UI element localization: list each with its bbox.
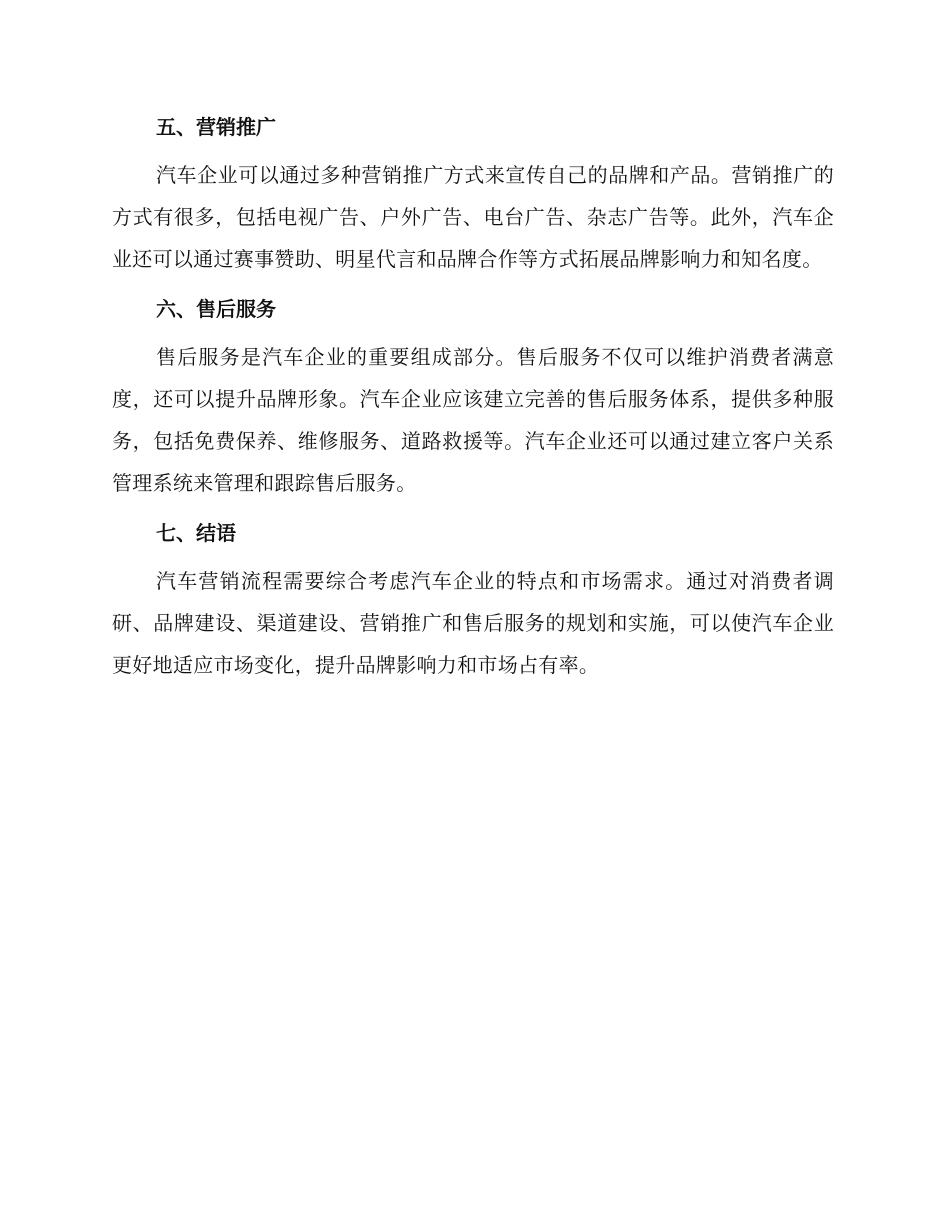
section-heading: 五、营销推广 (156, 115, 276, 139)
section-paragraph: 汽车营销流程需要综合考虑汽车企业的特点和市场需求。通过对消费者调研、品牌建设、渠道建设、营销推广和售后服务的规划和实施，可以使汽车企业更好地适应市场变化，提升品牌影响力和市场占有率。 (112, 569, 834, 677)
section-heading: 六、售后服务 (156, 297, 276, 321)
section-paragraph: 汽车企业可以通过多种营销推广方式来宣传自己的品牌和产品。营销推广的方式有很多，包括电视广告、户外广告、电台广告、杂志广告等。此外，汽车企业还可以通过赛事赞助、明星代言和品牌合作等方式拓展品牌影响力和知名度。 (112, 163, 834, 271)
document-body (112, 106, 834, 694)
section-marketing-promotion (112, 106, 834, 280)
section-after-sales-service (112, 288, 834, 504)
section-conclusion (112, 512, 834, 686)
section-paragraph: 售后服务是汽车企业的重要组成部分。售后服务不仅可以维护消费者满意度，还可以提升品牌形象。汽车企业应该建立完善的售后服务体系，提供多种服务，包括免费保养、维修服务、道路救援等。汽车企业还可以通过建立客户关系管理系统来管理和跟踪售后服务。 (112, 345, 834, 495)
section-heading: 七、结语 (156, 521, 236, 545)
